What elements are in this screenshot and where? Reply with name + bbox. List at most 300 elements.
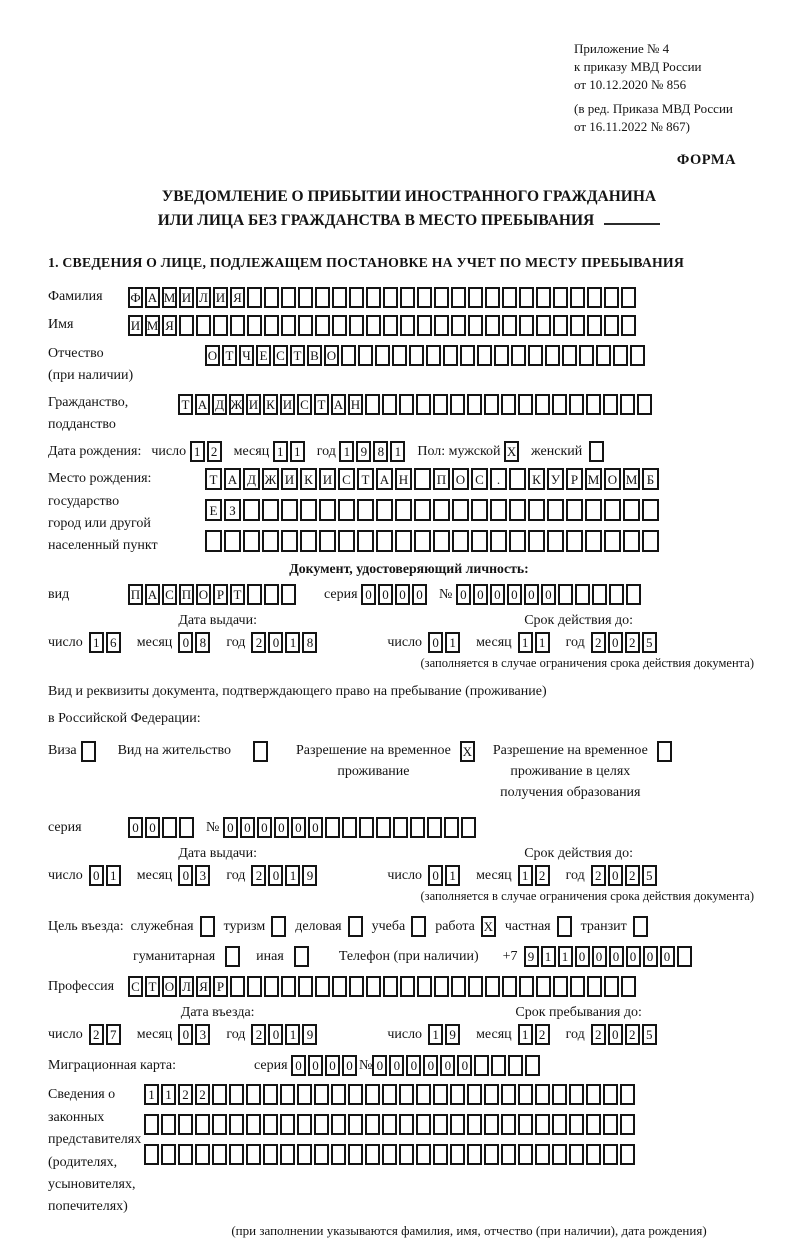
purpose-option-transit: транзит [581, 916, 650, 937]
char-box: 9 [445, 1024, 460, 1045]
char-box [280, 1114, 295, 1135]
char-box: 0 [240, 817, 255, 838]
char-box [417, 976, 432, 997]
char-box [229, 1114, 244, 1135]
char-box: 1 [541, 946, 556, 967]
char-box [382, 1114, 397, 1135]
char-box: Я [162, 315, 177, 336]
char-box [416, 394, 431, 415]
char-box: К [300, 468, 317, 490]
char-box [613, 345, 628, 366]
char-box [230, 315, 245, 336]
char-box [433, 394, 448, 415]
char-box: С [297, 394, 312, 415]
char-box: 0 [325, 1055, 340, 1076]
char-box [427, 817, 442, 838]
char-box [319, 499, 336, 521]
char-box [536, 976, 551, 997]
char-box [545, 345, 560, 366]
char-box [558, 584, 573, 605]
char-box: 0 [608, 865, 623, 886]
char-box [528, 499, 545, 521]
residence-doc-dates [48, 846, 770, 886]
char-box: М [162, 287, 177, 308]
char-box: 8 [195, 632, 210, 653]
char-box [467, 1114, 482, 1135]
residence-valid-year [591, 865, 659, 886]
name-boxes [128, 315, 638, 336]
char-box [212, 1084, 227, 1105]
char-box [411, 916, 426, 937]
char-box: 1 [428, 1024, 443, 1045]
char-box [315, 287, 330, 308]
char-box [383, 315, 398, 336]
rvp-edu-label: Разрешение на временное проживание в целях получения образования [492, 743, 648, 801]
name-label: Имя [48, 317, 74, 333]
char-box [376, 530, 393, 552]
char-box [535, 1114, 550, 1135]
char-box [553, 976, 568, 997]
phone-boxes [524, 946, 694, 967]
day-label: число [387, 867, 423, 883]
blank-underline [604, 211, 660, 225]
citizenship-label: Гражданство, подданство [48, 394, 129, 432]
char-box [376, 817, 391, 838]
char-box [586, 1114, 601, 1135]
char-box [535, 394, 550, 415]
char-box [474, 1055, 489, 1076]
char-box: 9 [356, 441, 371, 462]
char-box: С [471, 468, 488, 490]
char-box: О [452, 468, 469, 490]
char-box [348, 1144, 363, 1165]
char-box [178, 1144, 193, 1165]
char-box [314, 1144, 329, 1165]
char-box [451, 976, 466, 997]
char-box: 5 [642, 1024, 657, 1045]
char-box [359, 817, 374, 838]
char-box [315, 976, 330, 997]
char-box [246, 1144, 261, 1165]
char-box: 0 [308, 817, 323, 838]
char-box [298, 976, 313, 997]
purpose-option-work: работа X [435, 916, 498, 937]
char-box: А [145, 287, 160, 308]
char-box: 0 [257, 817, 272, 838]
residence-issue-month [178, 865, 212, 886]
migration-card-row [48, 1055, 770, 1076]
sex-female-label: женский [531, 443, 583, 459]
char-box [621, 976, 636, 997]
char-box: 0 [178, 865, 193, 886]
char-box [300, 499, 317, 521]
char-box [485, 287, 500, 308]
char-box [375, 345, 390, 366]
char-box [587, 976, 602, 997]
identity-kind-label: вид [48, 586, 70, 602]
char-box [247, 584, 262, 605]
char-box [484, 394, 499, 415]
char-box [484, 1144, 499, 1165]
char-box: 0 [592, 946, 607, 967]
char-box [677, 946, 692, 967]
representatives-row2-boxes [144, 1114, 637, 1135]
char-box: 0 [643, 946, 658, 967]
day-label: число [151, 443, 187, 459]
char-box: 2 [195, 1084, 210, 1105]
char-box [161, 1114, 176, 1135]
char-box [569, 394, 584, 415]
char-box: 2 [625, 1024, 640, 1045]
char-box [400, 976, 415, 997]
char-box [433, 530, 450, 552]
char-box [484, 1084, 499, 1105]
char-box: А [145, 584, 160, 605]
char-box: 1 [144, 1084, 159, 1105]
identity-valid-col [387, 613, 770, 653]
char-box [196, 315, 211, 336]
char-box [161, 1144, 176, 1165]
char-box [314, 1084, 329, 1105]
char-box [509, 530, 526, 552]
char-box [331, 1144, 346, 1165]
char-box: П [128, 584, 143, 605]
patronymic-boxes [205, 345, 647, 366]
migration-series-boxes [291, 1055, 359, 1076]
char-box [332, 315, 347, 336]
stay-until-col [387, 1005, 770, 1045]
char-box [604, 976, 619, 997]
char-box [399, 1144, 414, 1165]
residence-issue-day [89, 865, 123, 886]
char-box [452, 499, 469, 521]
char-box [575, 584, 590, 605]
purpose-private-checkbox [557, 916, 574, 937]
char-box [623, 499, 640, 521]
entry-date-head: Дата въезда: [180, 1005, 255, 1021]
char-box: А [224, 468, 241, 490]
residence-permit-label: Вид на жительство [117, 743, 231, 759]
purpose-option-tourism: туризм [224, 916, 289, 937]
char-box: 9 [302, 865, 317, 886]
char-box [509, 499, 526, 521]
residence-series-label: серия [48, 819, 82, 835]
char-box [620, 394, 635, 415]
char-box: 6 [106, 632, 121, 653]
char-box [348, 916, 363, 937]
month-label: месяц [136, 867, 173, 883]
char-box [569, 1084, 584, 1105]
char-box: 0 [372, 1055, 387, 1076]
char-box [281, 315, 296, 336]
char-box: 1 [161, 1084, 176, 1105]
identity-number-boxes [456, 584, 643, 605]
char-box: А [376, 468, 393, 490]
residence-issue-col [48, 846, 387, 886]
year-label: год [226, 1026, 246, 1042]
name-row [48, 315, 770, 336]
char-box [414, 499, 431, 521]
char-box [570, 976, 585, 997]
char-box: И [281, 468, 298, 490]
char-box: Р [566, 468, 583, 490]
char-box [460, 345, 475, 366]
char-box: 0 [145, 817, 160, 838]
identity-valid-month [518, 632, 552, 653]
char-box: 0 [308, 1055, 323, 1076]
char-box [620, 1144, 635, 1165]
char-box [477, 345, 492, 366]
char-box [511, 345, 526, 366]
char-box: Н [348, 394, 363, 415]
sex-male-checkbox [504, 441, 521, 462]
purpose-option-study: учеба [372, 916, 429, 937]
char-box [450, 1144, 465, 1165]
char-box: 1 [445, 632, 460, 653]
char-box [81, 741, 96, 762]
char-box [348, 1114, 363, 1135]
representatives-row [48, 1084, 770, 1218]
char-box [414, 530, 431, 552]
char-box: Т [178, 394, 193, 415]
identity-valid-year [591, 632, 659, 653]
char-box [400, 315, 415, 336]
char-box: 0 [268, 865, 283, 886]
char-box [604, 530, 621, 552]
char-box [569, 1114, 584, 1135]
char-box: 2 [591, 632, 606, 653]
char-box: Л [196, 287, 211, 308]
char-box: П [433, 468, 450, 490]
char-box: 1 [285, 632, 300, 653]
char-box [535, 1144, 550, 1165]
char-box [501, 1144, 516, 1165]
representatives-row3-boxes [144, 1144, 637, 1165]
residence-valid-day [428, 865, 462, 886]
char-box [342, 817, 357, 838]
char-box [383, 287, 398, 308]
identity-kind-boxes [128, 584, 298, 605]
residence-number-label: № [206, 819, 220, 835]
patronymic-row [48, 343, 770, 388]
char-box [366, 315, 381, 336]
char-box [637, 394, 652, 415]
char-box: 8 [373, 441, 388, 462]
char-box: 0 [178, 1024, 193, 1045]
char-box [195, 1114, 210, 1135]
char-box [552, 1144, 567, 1165]
char-box: 2 [591, 865, 606, 886]
char-box [450, 394, 465, 415]
char-box: 9 [302, 1024, 317, 1045]
char-box [484, 1114, 499, 1135]
migration-number-label: № [359, 1057, 373, 1073]
char-box: Т [290, 345, 305, 366]
char-box [417, 287, 432, 308]
char-box: 1 [190, 441, 205, 462]
char-box: 0 [608, 1024, 623, 1045]
char-box [229, 1144, 244, 1165]
char-box [382, 1144, 397, 1165]
char-box: 0 [389, 1055, 404, 1076]
char-box [357, 499, 374, 521]
phone-label: Телефон (при наличии) [338, 948, 479, 964]
char-box [395, 530, 412, 552]
forma-label: ФОРМА [676, 151, 736, 168]
char-box [212, 1114, 227, 1135]
visa-label: Виза [48, 743, 77, 759]
stay-year [591, 1024, 659, 1045]
char-box [528, 530, 545, 552]
char-box: М [585, 468, 602, 490]
entry-day [89, 1024, 123, 1045]
char-box: 2 [535, 1024, 550, 1045]
char-box: 1 [89, 632, 104, 653]
char-box [609, 584, 624, 605]
char-box [392, 345, 407, 366]
char-box: Т [230, 584, 245, 605]
char-box: 0 [457, 1055, 472, 1076]
char-box: О [604, 468, 621, 490]
profession-row [48, 976, 770, 997]
char-box [434, 287, 449, 308]
stay-day [428, 1024, 462, 1045]
char-box [547, 530, 564, 552]
visa-option [48, 740, 98, 762]
char-box [603, 1114, 618, 1135]
identity-issue-day [89, 632, 123, 653]
char-box: 1 [273, 441, 288, 462]
char-box [468, 315, 483, 336]
char-box [596, 345, 611, 366]
birth-day-boxes [190, 441, 224, 462]
char-box [365, 394, 380, 415]
char-box [271, 916, 286, 937]
char-box [444, 817, 459, 838]
char-box [332, 287, 347, 308]
residence-doc-intro2: в Российской Федерации: [48, 710, 201, 726]
char-box [243, 530, 260, 552]
char-box [264, 287, 279, 308]
char-box: 2 [178, 1084, 193, 1105]
surname-boxes [128, 287, 638, 308]
char-box: Т [357, 468, 374, 490]
char-box [451, 287, 466, 308]
stay-month [518, 1024, 552, 1045]
char-box: К [528, 468, 545, 490]
entry-dates [48, 1005, 770, 1045]
identity-valid-day [428, 632, 462, 653]
surname-label: Фамилия [48, 289, 103, 305]
year-label: год [565, 1026, 585, 1042]
birth-place-row [48, 468, 770, 561]
char-box: 0 [524, 584, 539, 605]
char-box [365, 1144, 380, 1165]
legal-header-line: Приложение № 4 [574, 41, 670, 56]
purpose-work-checkbox [481, 916, 498, 937]
char-box [490, 499, 507, 521]
char-box: 0 [541, 584, 556, 605]
char-box [467, 394, 482, 415]
char-box [144, 1114, 159, 1135]
visa-checkbox [81, 741, 98, 762]
char-box [395, 499, 412, 521]
char-box [433, 499, 450, 521]
char-box: 0 [473, 584, 488, 605]
char-box [553, 287, 568, 308]
char-box [263, 1084, 278, 1105]
year-label: год [316, 443, 336, 459]
char-box: Е [256, 345, 271, 366]
char-box [426, 345, 441, 366]
birth-month-boxes [273, 441, 307, 462]
char-box [325, 817, 340, 838]
char-box [552, 1114, 567, 1135]
phone-prefix: +7 [502, 948, 518, 964]
char-box [535, 1084, 550, 1105]
char-box [502, 976, 517, 997]
char-box: 2 [591, 1024, 606, 1045]
char-box [587, 315, 602, 336]
char-box [604, 315, 619, 336]
char-box [358, 345, 373, 366]
char-box [319, 530, 336, 552]
day-label: число [387, 1026, 423, 1042]
char-box: Ж [262, 468, 279, 490]
char-box: Ч [239, 345, 254, 366]
char-box [383, 976, 398, 997]
char-box: 2 [251, 865, 266, 886]
identity-doc-note: (заполняется в случае ограничения срока действия документа) [420, 656, 754, 671]
rvp-option [296, 740, 477, 782]
char-box: 1 [390, 441, 405, 462]
char-box [399, 1084, 414, 1105]
purpose-label: Цель въезда: [48, 918, 124, 934]
citizenship-boxes [178, 394, 654, 415]
char-box: Д [212, 394, 227, 415]
char-box [281, 976, 296, 997]
char-box [341, 345, 356, 366]
char-box: 1 [285, 1024, 300, 1045]
char-box [519, 287, 534, 308]
char-box: 0 [428, 632, 443, 653]
purpose-humanitarian-checkbox [225, 946, 242, 967]
char-box: 0 [378, 584, 393, 605]
char-box [229, 1084, 244, 1105]
char-box [518, 1144, 533, 1165]
purpose-tourism-checkbox [271, 916, 288, 937]
birth-year-boxes [339, 441, 407, 462]
char-box: Ф [128, 287, 143, 308]
char-box [200, 916, 215, 937]
char-box [409, 345, 424, 366]
char-box: 0 [406, 1055, 421, 1076]
char-box [366, 287, 381, 308]
rvp-checkbox [460, 741, 477, 762]
char-box [603, 394, 618, 415]
purpose-other-checkbox [294, 946, 311, 967]
char-box [604, 287, 619, 308]
char-box: 0 [440, 1055, 455, 1076]
identity-issue-year [251, 632, 319, 653]
char-box [349, 976, 364, 997]
char-box [376, 499, 393, 521]
char-box: С [338, 468, 355, 490]
rvp-edu-checkbox [657, 741, 674, 762]
char-box: 3 [195, 865, 210, 886]
char-box [212, 1144, 227, 1165]
representatives-boxes [144, 1084, 637, 1174]
